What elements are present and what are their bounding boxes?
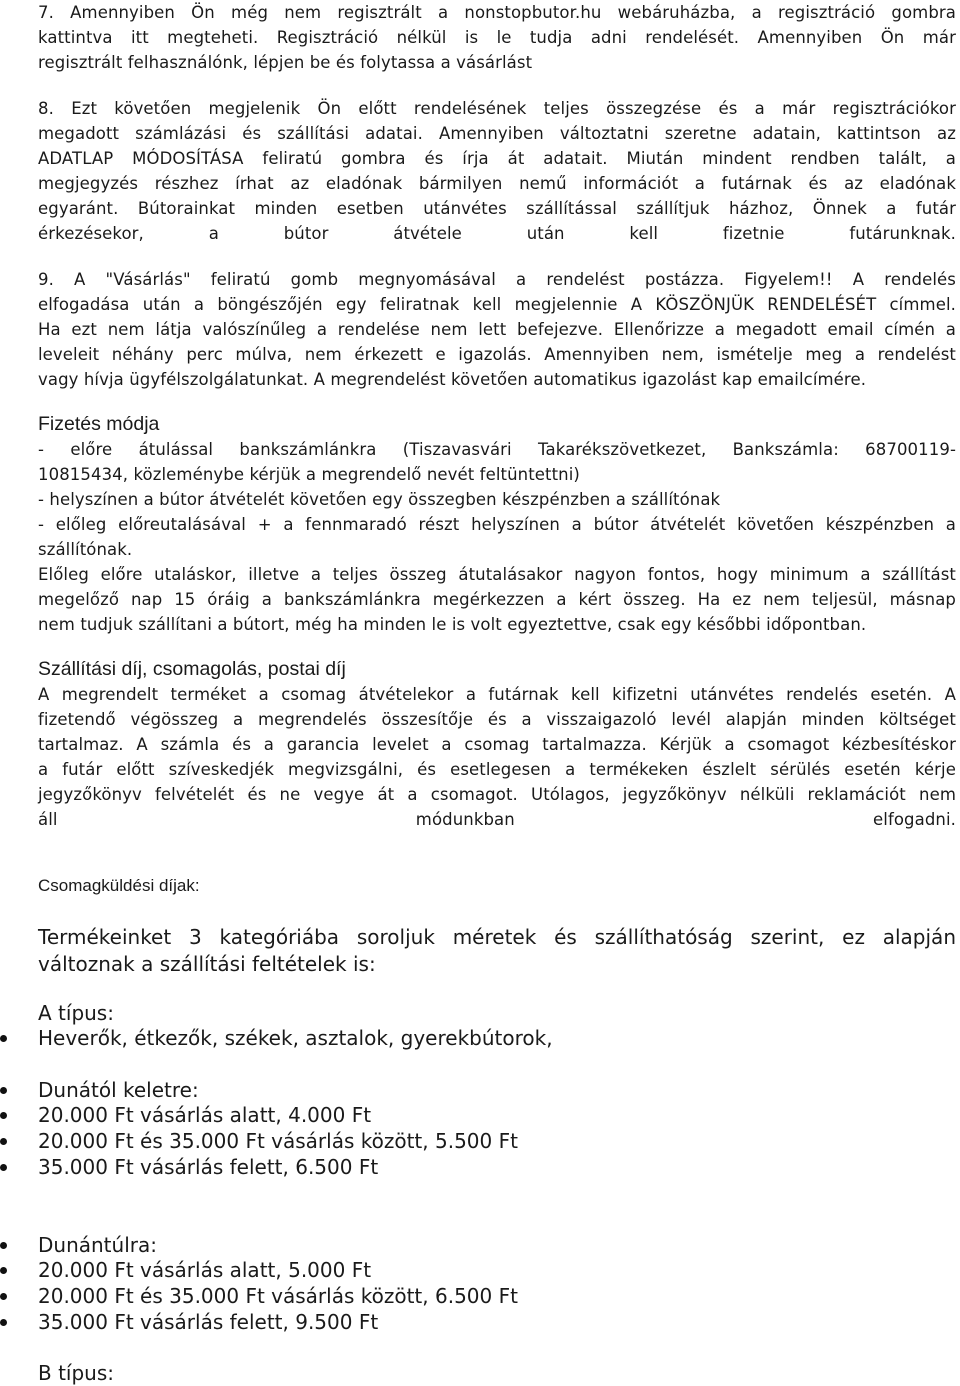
text-line: érkezésekor, a bútor átvétele után kell fizetnie futárunknak. — [38, 224, 956, 243]
rate-text: 20.000 Ft vásárlás alatt, 4.000 Ft — [38, 1103, 372, 1127]
rate-text: 20.000 Ft és 35.000 Ft vásárlás között, 6.500 Ft — [38, 1284, 518, 1308]
bullet-icon — [0, 1319, 7, 1326]
rate-text: 20.000 Ft vásárlás alatt, 5.000 Ft — [38, 1258, 372, 1282]
text-line: megelőző nap 15 óráig a bankszámlánkra megérkezzen a kért összeg. Ha ez nem teljesül, másnap — [38, 590, 956, 609]
west-label: Dunántúlra: — [38, 1233, 157, 1257]
categories-intro — [38, 924, 956, 978]
list-item — [38, 1232, 157, 1258]
text-line: megadott számlázási és szállítási adatai. Amennyiben változtatni szeretne adatain, kattintson az — [38, 124, 956, 143]
list-item — [38, 1102, 371, 1128]
type-a-items: Heverők, étkezők, székek, asztalok, gyerekbútorok, — [38, 1026, 553, 1050]
text-line: vagy hívja ügyfélszolgálatunkat. A megrendelést követően automatikus igazolást kap emailcímére. — [38, 370, 867, 389]
text-line: - helyszínen a bútor átvételét követően egy összegben készpénzben a szállítónak — [38, 490, 721, 509]
type-a-title: A típus: — [38, 1001, 114, 1025]
list-item — [38, 1077, 199, 1103]
bullet-icon — [0, 1164, 7, 1171]
east-label: Dunától keletre: — [38, 1078, 199, 1102]
list-item — [38, 1283, 518, 1309]
list-item — [38, 1025, 553, 1051]
list-item — [38, 1154, 378, 1180]
text-line: változnak a szállítási feltételek is: — [38, 952, 376, 976]
type-b-title: B típus: — [38, 1361, 115, 1385]
step-8-paragraph — [38, 96, 956, 246]
text-line: tartalmaz. A számla és a garancia levelet a csomag tartalmazza. Kérjük a csomagot kézbesítéskor — [38, 735, 956, 754]
text-line: a futár előtt szíveskedjék megvizsgálni, és esetlegesen a termékeken észlelt sérülés esetén kérje — [38, 760, 956, 779]
step-7-paragraph — [38, 0, 956, 75]
bullet-icon — [0, 1293, 7, 1300]
text-line: szállítónak. — [38, 540, 133, 559]
text-line: Előleg előre utaláskor, illetve a teljes összeg átutalásakor nagyon fontos, hogy minimum a szállítást — [38, 565, 956, 584]
text-line: nem tudjuk szállítani a bútort, még ha minden le is volt egyeztettve, csak egy későbbi időpontban. — [38, 615, 867, 634]
text-line: 10815434, közleménybe kérjük a megrendelő nevét feltüntettni) — [38, 465, 580, 484]
payment-heading: Fizetés módja — [38, 413, 160, 435]
text-line: áll módunkban elfogadni. — [38, 810, 956, 829]
bullet-icon — [0, 1087, 7, 1094]
text-line: A megrendelt terméket a csomag átvételekor a futárnak kell kifizetni utánvétes rendelés esetén. A — [38, 685, 956, 704]
bullet-icon — [0, 1112, 7, 1119]
text-line: egyaránt. Bútorainkat minden esetben utánvétes szállítással szállítjuk házhoz, Önnek a futár — [38, 199, 956, 218]
text-line: - előleg előreutalásával + a fennmaradó részt helyszínen a bútor átvételét követően készpénzben a — [38, 515, 956, 534]
list-item — [38, 1128, 518, 1154]
bullet-icon — [0, 1138, 7, 1145]
shipping-heading: Szállítási díj, csomagolás, postai díj — [38, 658, 346, 680]
list-item — [38, 1309, 378, 1335]
text-line: 7. Amennyiben Ön még nem regisztrált a nonstopbutor.hu webáruházba, a regisztráció gombra — [38, 3, 956, 22]
rate-text: 35.000 Ft vásárlás felett, 6.500 Ft — [38, 1155, 379, 1179]
rate-text: 35.000 Ft vásárlás felett, 9.500 Ft — [38, 1310, 379, 1334]
bullet-icon — [0, 1242, 7, 1249]
shipping-section — [38, 656, 956, 832]
text-line: 8. Ezt követően megjelenik Ön előtt rendelésének teljes összegzése és a már regisztrációkor — [38, 99, 956, 118]
list-item — [38, 1257, 371, 1283]
fees-title-text: Csomagküldési díjak: — [38, 876, 200, 895]
text-line: 9. A "Vásárlás" feliratú gomb megnyomásával a rendelést postázza. Figyelem!! A rendelés — [38, 270, 956, 289]
text-line: Ha ezt nem látja valószínűleg a rendelése nem lett befejezve. Ellenőrizze a megadott email címén a — [38, 320, 956, 339]
text-line: regisztrált felhasználónk, lépjen be és folytassa a vásárlást — [38, 53, 533, 72]
fees-title — [38, 876, 960, 896]
text-line: ADATLAP MÓDOSÍTÁSA feliratú gombra és írja át adatait. Miután mindent rendben talált, a — [38, 149, 956, 168]
text-line: kattintva itt megteheti. Regisztráció nélkül is le tudja adni rendelését. Amennyiben Ön már — [38, 28, 956, 47]
bullet-icon — [0, 1267, 7, 1274]
bullet-icon — [0, 1035, 7, 1042]
text-line: leveleit néhány perc múlva, nem érkezett e igazolás. Amennyiben nem, ismételje meg a rendelést — [38, 345, 956, 364]
payment-section — [38, 411, 956, 637]
text-line: fizetendő végösszeg a megrendelés összesítője és a visszaigazoló levél alapján minden költséget — [38, 710, 956, 729]
step-9-paragraph — [38, 267, 956, 392]
text-line: elfogadása után a böngészőjén egy feliratnak kell megjelennie A KÖSZÖNJÜK RENDELÉSÉT címmel. — [38, 295, 956, 314]
text-line: - előre átulással bankszámlánkra (Tiszavasvári Takarékszövetkezet, Bankszámla: 68700119- — [38, 440, 956, 459]
text-line: megjegyzés részhez írhat az eladónak bármilyen nemű információt a futárnak és az eladónak — [38, 174, 956, 193]
rate-text: 20.000 Ft és 35.000 Ft vásárlás között, 5.500 Ft — [38, 1129, 518, 1153]
text-line: jegyzőkönyv felvételét és ne vegye át a csomagot. Utólagos, jegyzőkönyv nélküli reklamációt nem — [38, 785, 956, 804]
text-line: Termékeinket 3 kategóriába soroljuk méretek és szállíthatóság szerint, ez alapján — [38, 925, 956, 949]
